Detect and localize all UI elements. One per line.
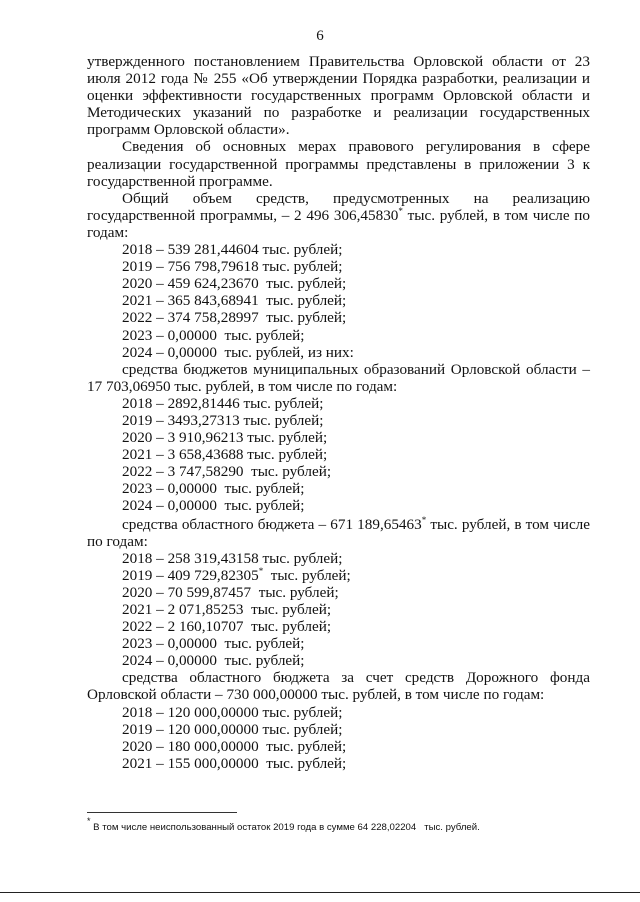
paragraph-municipal-budgets: средства бюджетов муниципальных образований Орловской области – 17 703,06950 тыс. рублей, в том числе по годам: [87, 360, 590, 395]
footnote-marker: * [421, 514, 427, 525]
paragraph-resolution-reference: утвержденного постановлением Правительства Орловской области от 23 июля 2012 года № 255 «Об утверждении Порядка разработки, реализации и оценки эффективности государственных программ Орловской области и Методических указаний по разработке и реализации государственных программ Орловской области». [87, 53, 590, 139]
list-item: 2024 – 0,00000 тыс. рублей; [122, 497, 305, 515]
paragraph-total-funding [87, 190, 590, 241]
list-item: 2019 – 756 798,79618 тыс. рублей; [122, 258, 343, 276]
list-item: 2021 – 155 000,00000 тыс. рублей; [122, 754, 347, 772]
municipal-by-year-list [87, 395, 590, 515]
regional-budget-text-tail: тыс. рублей, в том числе по годам: [87, 515, 590, 550]
footnote-separator [87, 812, 237, 813]
list-item: 2020 – 459 624,23670 тыс. рублей; [122, 275, 347, 293]
list-item: 2022 – 3 747,58290 тыс. рублей; [122, 463, 332, 481]
list-item: 2020 – 3 910,96213 тыс. рублей; [122, 429, 328, 447]
footnote-marker: * [398, 205, 403, 216]
paragraph-road-fund: средства областного бюджета за счет средств Дорожного фонда Орловской области – 730 000,00000 тыс. рублей, в том числе по годам: [87, 669, 590, 704]
list-item: 2023 – 0,00000 тыс. рублей; [122, 326, 305, 344]
total-funding-text: Общий объем средств, предусмотренных на реализацию государственной программы, – 2 496 306,45830 [87, 189, 590, 224]
list-item: 2018 – 539 281,44604 тыс. рублей; [122, 241, 343, 259]
list-item: 2024 – 0,00000 тыс. рублей; [122, 652, 305, 670]
list-item: 2021 – 2 071,85253 тыс. рублей; [122, 601, 332, 618]
regional-budget-text: средства областного бюджета – 671 189,65463 [122, 515, 422, 533]
list-item: 2021 – 365 843,68941 тыс. рублей; [122, 292, 347, 310]
list-item: 2024 – 0,00000 тыс. рублей, из них: [122, 343, 354, 361]
list-item: 2019 – 3493,27313 тыс. рублей; [122, 411, 324, 429]
body-text [87, 53, 590, 772]
footnote-text: В том числе неиспользованный остаток 2019 года в сумме 64 228,02204 тыс. рублей. [90, 822, 480, 833]
list-item: 2020 – 180 000,00000 тыс. рублей; [122, 737, 347, 755]
page-number: 6 [316, 28, 324, 44]
road-fund-by-year-list [87, 704, 590, 772]
list-item: 2021 – 3 658,43688 тыс. рублей; [122, 446, 328, 464]
list-item: 2020 – 70 599,87457 тыс. рублей; [122, 583, 339, 601]
regional-by-year-list [87, 550, 590, 670]
list-item-value: 2019 – 409 729,82305 [122, 566, 259, 584]
total-by-year-list [87, 241, 590, 361]
footnote-marker: * [258, 565, 264, 576]
paragraph-legal-regulation: Сведения об основных мерах правового регулирования в сфере реализации государственной программы представлены в приложении 3 к государственной программе. [87, 138, 590, 190]
list-item: 2019 – 120 000,00000 тыс. рублей; [122, 720, 343, 738]
page-bottom-edge [0, 892, 640, 893]
list-item: 2022 – 2 160,10707 тыс. рублей; [122, 618, 332, 636]
list-item: 2023 – 0,00000 тыс. рублей; [122, 480, 305, 498]
list-item: 2018 – 2892,81446 тыс. рублей; [122, 394, 324, 412]
total-funding-text-tail: тыс. рублей, в том числе по годам: [87, 206, 590, 241]
list-item: 2022 – 374 758,28997 тыс. рублей; [122, 309, 347, 327]
paragraph-regional-budget [87, 516, 590, 550]
list-item: 2018 – 120 000,00000 тыс. рублей; [122, 703, 343, 721]
list-item-unit: тыс. рублей; [263, 566, 351, 584]
list-item: 2023 – 0,00000 тыс. рублей; [122, 635, 305, 653]
list-item: 2018 – 258 319,43158 тыс. рублей; [122, 549, 343, 567]
footnote [87, 816, 590, 834]
list-item [87, 567, 590, 584]
footnote-marker: * [87, 816, 91, 826]
